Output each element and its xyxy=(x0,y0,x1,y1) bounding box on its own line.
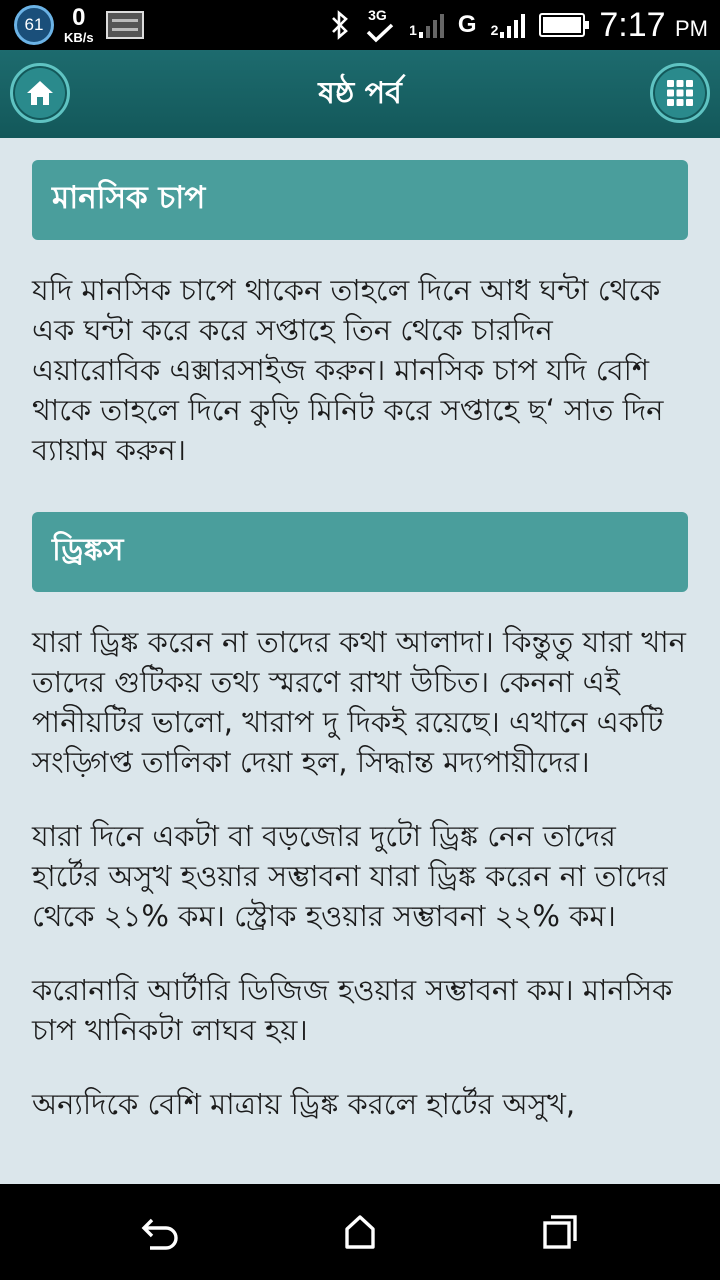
sim1-label: 1 xyxy=(409,22,417,38)
data-check-icon xyxy=(365,5,395,45)
network-speed xyxy=(64,6,94,44)
home-nav-icon xyxy=(341,1213,379,1251)
clock xyxy=(599,6,708,45)
clock-time: 7:17 xyxy=(599,5,666,44)
clock-ampm: PM xyxy=(675,15,708,41)
notification-count-badge: 61 xyxy=(14,5,54,45)
menu-button[interactable] xyxy=(650,63,710,123)
article-content[interactable] xyxy=(0,138,720,1184)
grid-menu-icon xyxy=(666,79,694,107)
recents-button[interactable] xyxy=(538,1210,582,1254)
sim2-label: 2 xyxy=(490,22,499,38)
network-speed-unit: KB/s xyxy=(64,30,94,45)
home-button[interactable] xyxy=(10,63,70,123)
paragraph: যারা দিনে একটা বা বড়জোর দুটো ড্রিঙ্ক নেন তাদের হার্টের অসুখ হওয়ার সম্ভাবনা যারা ড্রিঙ্ক করেন না তাদের থেকে ২১% কম। স্ট্রোক হওয়ার সম্ভাবনা ২২% কম। xyxy=(32,819,668,933)
back-icon xyxy=(140,1214,180,1250)
bluetooth-icon xyxy=(329,9,351,41)
signal-icon-sim2 xyxy=(491,12,526,38)
home-icon xyxy=(25,79,55,107)
home-nav-button[interactable] xyxy=(338,1210,382,1254)
navigation-bar xyxy=(0,1184,720,1280)
status-bar xyxy=(0,0,720,50)
paragraph: অন্যদিকে বেশি মাত্রায় ড্রিঙ্ক করলে হার্টের অসুখ, xyxy=(32,1087,576,1121)
recents-icon xyxy=(541,1213,579,1251)
image-icon xyxy=(106,11,144,39)
carrier-letter: G xyxy=(457,11,477,38)
paragraph: যদি মানসিক চাপে থাকেন তাহলে দিনে আধ ঘন্টা থেকে এক ঘন্টা করে করে সপ্তাহে তিন থেকে চারদিন এয়ারোবিক এক্সারসাইজ করুন। মানসিক চাপ যদি বেশি থাকে তাহলে দিনে কুড়ি মিনিট করে সপ্তাহে ছ‘ সাত দিন ব্যায়াম করুন। xyxy=(32,273,664,467)
network-speed-value: 0 xyxy=(72,4,86,31)
network-type-label: 3G xyxy=(368,7,387,23)
app-bar xyxy=(0,50,720,138)
signal-icon-sim1 xyxy=(409,12,444,38)
battery-icon xyxy=(539,13,585,37)
paragraph: করোনারি আর্টারি ডিজিজ হওয়ার সম্ভাবনা কম। মানসিক চাপ খানিকটা লাঘব হয়। xyxy=(32,973,673,1047)
page-title: ষষ্ঠ পর্ব xyxy=(318,75,402,111)
paragraph: যারা ড্রিঙ্ক করেন না তাদের কথা আলাদা। কিন্তুতু যারা খান তাদের গুটিকয় তথ্য স্মরণে রাখা উচিত। কেননা এই পানীয়টির ভালো, খারাপ দু দিকই রয়েছে। এখানে একটি সংড়্গিপ্ত তালিকা দেয়া হল, সিদ্ধান্ত মদ্যপায়ীদের। xyxy=(32,625,686,779)
section-heading-drinks: ড্রিঙ্কস xyxy=(32,512,688,592)
back-button[interactable] xyxy=(138,1210,182,1254)
section-heading-stress: মানসিক চাপ xyxy=(32,160,688,240)
